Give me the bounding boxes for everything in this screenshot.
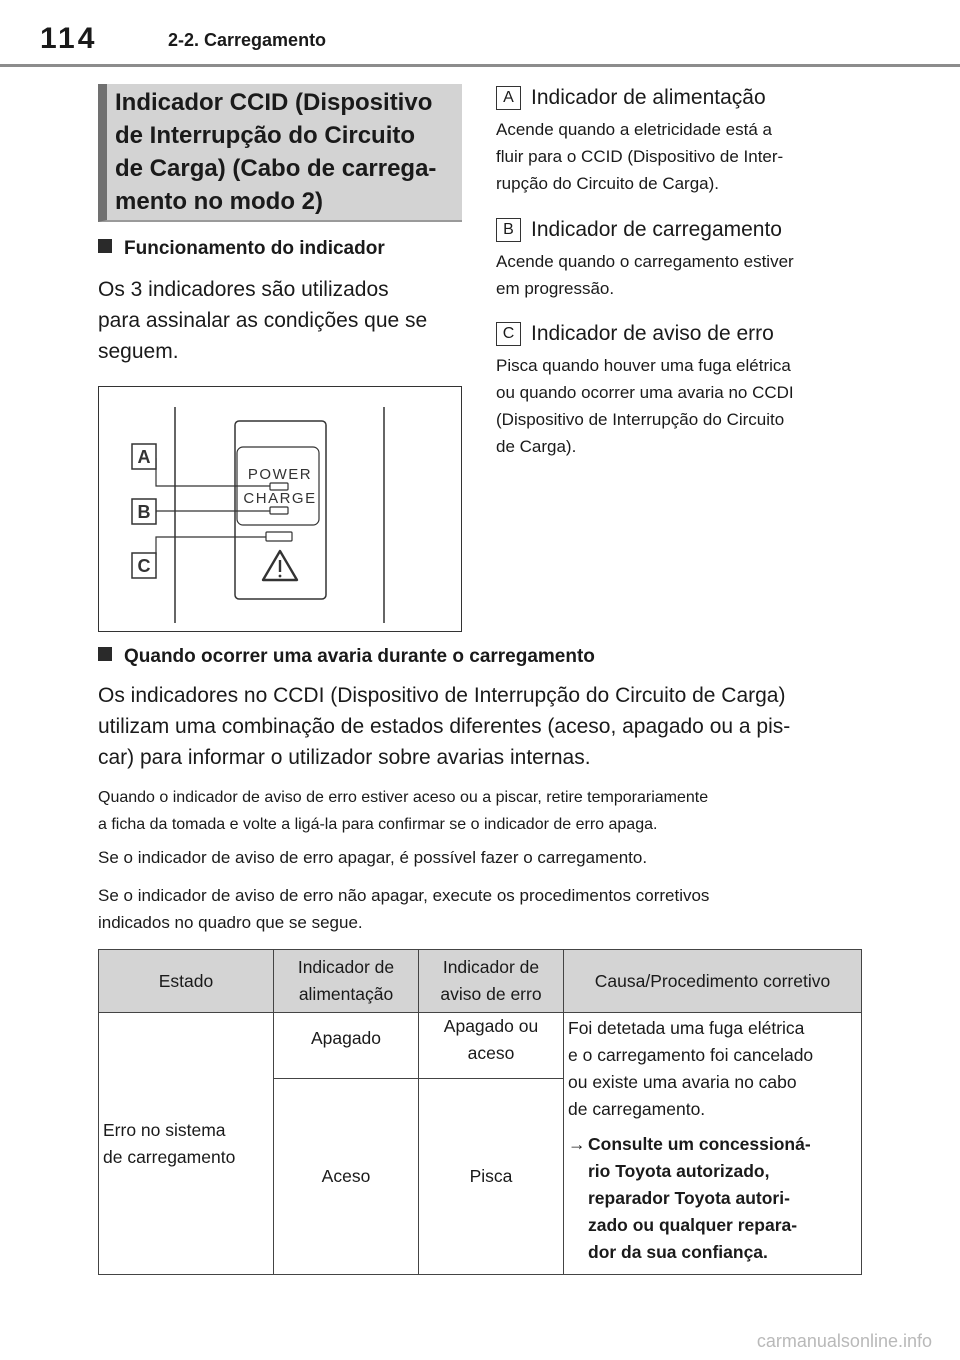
- malfunction-heading: Quando ocorrer uma avaria durante o carregamento: [98, 646, 595, 668]
- section-heading-line: Indicador CCID (Dispositivo: [115, 89, 433, 116]
- indicator-operation-heading: Funcionamento do indicador: [98, 238, 385, 260]
- ccid-device-drawing: [99, 387, 460, 630]
- item-title: Indicador de carregamento: [531, 218, 782, 241]
- section-heading-line: de Interrupção do Circuito: [115, 122, 416, 149]
- error-led: [266, 532, 292, 541]
- malfunction-intro: Os indicadores no CCDI (Dispositivo de Interrupção do Circuito de Carga) utilizam uma combinação de estados diferentes (aceso, apagado ou a pis- car) para informar o utilizador sobre avarias internas.: [98, 684, 791, 769]
- bullet-square-icon: [98, 647, 112, 661]
- malfunction-p2: Se o indicador de aviso de erro apagar, é possível fazer o carregamento.: [98, 848, 648, 867]
- badge-a: A: [496, 86, 521, 110]
- section-heading-line: mento no modo 2): [115, 188, 323, 215]
- indicator-item-c: C Indicador de aviso de erro Pisca quando houver uma fuga elétrica ou quando ocorrer uma avaria no CCDI (Dispositivo de Interrupção do Circuito de Carga).: [496, 322, 794, 456]
- power-cell-off: Apagado: [274, 1013, 419, 1079]
- state-cell: Erro no sistema de carregamento: [99, 1013, 274, 1275]
- arrow-right-icon: →: [568, 1134, 586, 1154]
- power-led: [270, 483, 288, 490]
- section-heading-line: de Carga) (Cabo de carrega-: [115, 155, 437, 182]
- table-row: [99, 1013, 862, 1079]
- corrective-procedure-table: [98, 949, 862, 1275]
- section-heading-box: [98, 84, 462, 222]
- indicator-item-a: A Indicador de alimentação Acende quando a eletricidade está a fluir para o CCID (Dispositivo de Inter- rupção do Circuito de Carga).: [496, 86, 784, 193]
- section-title: 2-2. Carregamento: [168, 30, 327, 50]
- label-b: B: [137, 502, 151, 522]
- header-divider: [0, 64, 960, 67]
- indicator-operation-text: Os 3 indicadores são utilizados para assinalar as condições que se seguem.: [98, 278, 428, 363]
- indicator-item-b: B Indicador de carregamento Acende quando o carregamento estiver em progressão.: [496, 218, 794, 298]
- watermark: carmanualsonline.info: [756, 1331, 932, 1351]
- page-number: 114: [40, 22, 98, 55]
- label-c: C: [137, 556, 151, 576]
- bullet-square-icon: [98, 239, 112, 253]
- error-cell-off-or-on: Apagado ou aceso: [419, 1013, 564, 1079]
- item-title: Indicador de aviso de erro: [531, 322, 774, 345]
- badge-b: B: [496, 218, 521, 242]
- header-state: Estado: [99, 950, 274, 1013]
- header-power-indicator: Indicador de alimentação: [274, 950, 419, 1013]
- ccid-illustration: [98, 386, 462, 632]
- badge-c: C: [496, 322, 521, 346]
- power-label: POWER: [247, 466, 313, 483]
- item-title: Indicador de alimentação: [531, 86, 766, 109]
- malfunction-note: Quando o indicador de aviso de erro estiver aceso ou a piscar, retire temporariamente a ficha da tomada e volte a ligá-la para confirmar se o indicador de erro apaga.: [98, 789, 709, 833]
- header-cause: Causa/Procedimento corretivo: [564, 950, 862, 1013]
- header-error-indicator: Indicador de aviso de erro: [419, 950, 564, 1013]
- label-a: A: [137, 447, 151, 467]
- table-header-row: [99, 950, 862, 1013]
- charge-label: CHARGE: [243, 490, 317, 507]
- power-cell-on: Aceso: [274, 1079, 419, 1275]
- cause-cell: Foi detetada uma fuga elétrica e o carregamento foi cancelado ou existe uma avaria no cabo de carregamento. → Consulte um concessioná- rio Toyota autorizado, reparador Toyota autori- zado ou qualquer repara- dor da sua confiança.: [564, 1013, 862, 1275]
- error-cell-flashing: Pisca: [419, 1079, 564, 1275]
- charge-led: [270, 507, 288, 514]
- malfunction-p3: Se o indicador de aviso de erro não apagar, execute os procedimentos corretivos indicados no quadro que se segue.: [98, 886, 710, 932]
- corrective-action: → Consulte um concessioná- rio Toyota autorizado, reparador Toyota autori- zado ou qualquer repara- dor da sua confiança.: [568, 1131, 857, 1266]
